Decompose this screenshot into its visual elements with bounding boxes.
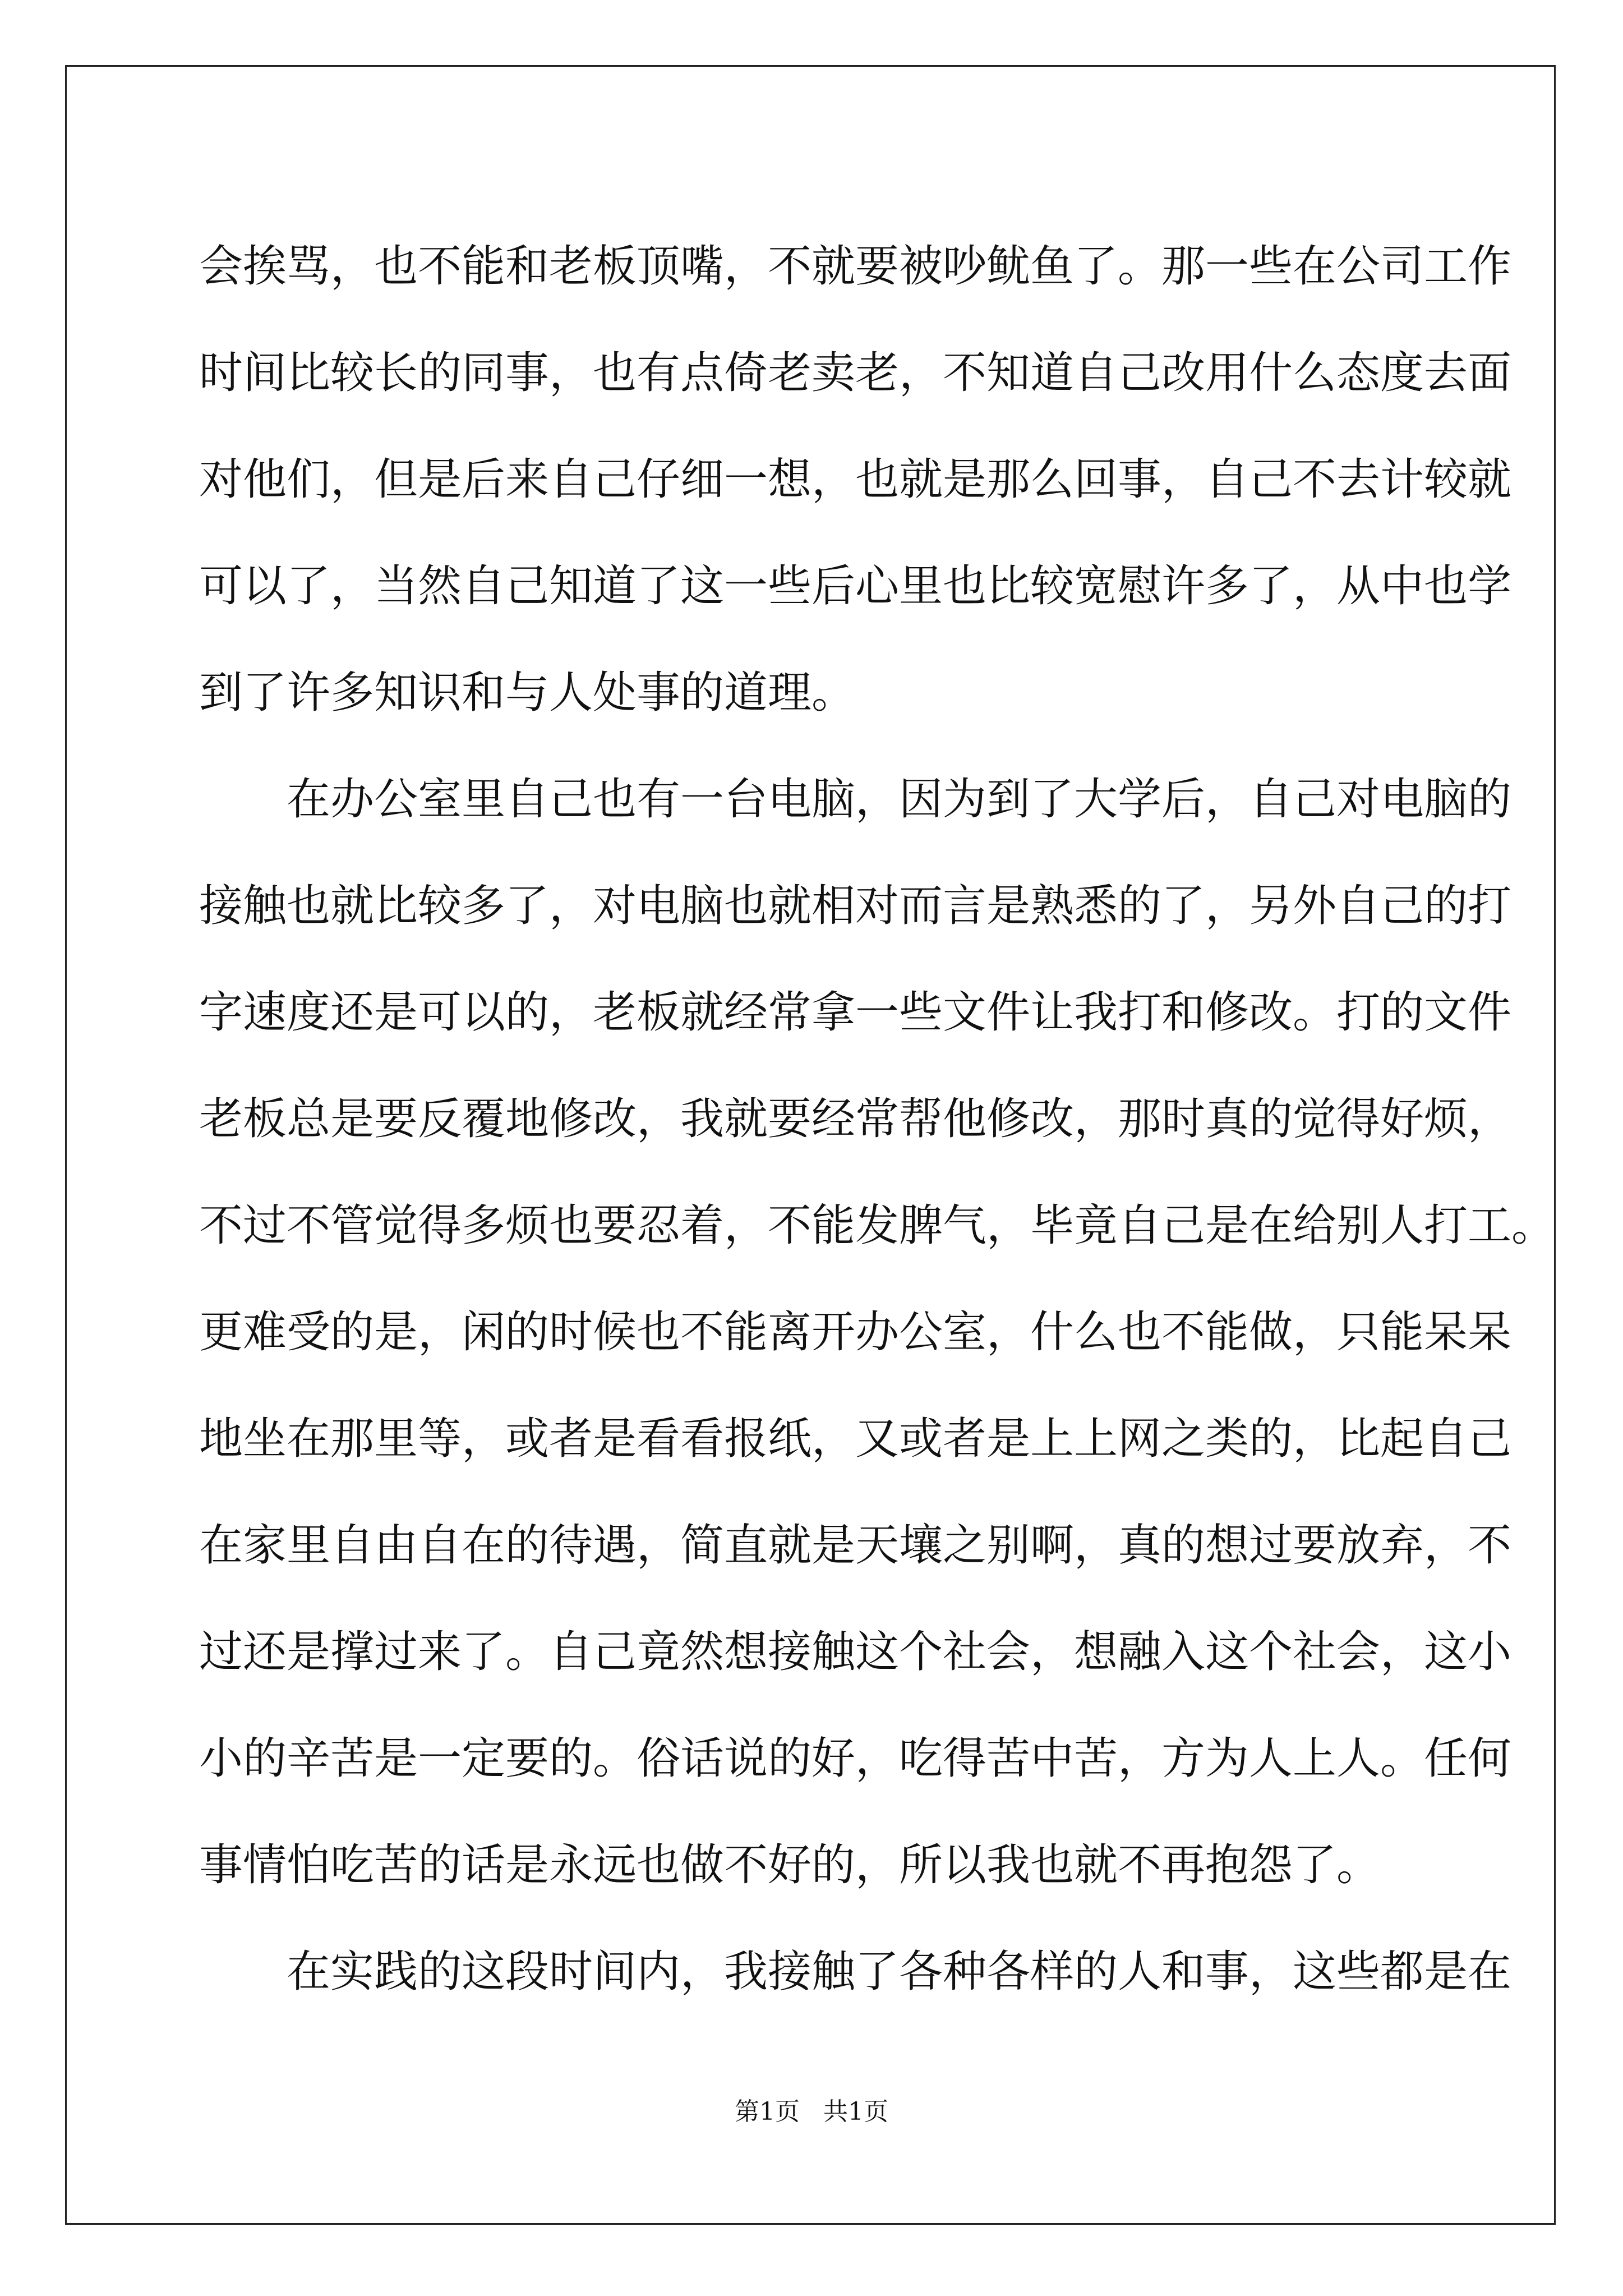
text-line: 不过不管觉得多烦也要忍着，不能发脾气，毕竟自己是在给别人打工。 bbox=[199, 1200, 1556, 1251]
document-body bbox=[199, 213, 1556, 2025]
text-line: 在办公室里自己也有一台电脑，因为到了大学后，自己对电脑的 bbox=[199, 774, 1512, 825]
text-line: 可以了，当然自己知道了这一些后心里也比较宽慰许多了，从中也学 bbox=[199, 561, 1512, 611]
text-line: 时间比较长的同事，也有点倚老卖老，不知道自己改用什么态度去面 bbox=[199, 348, 1512, 398]
text-line: 接触也就比较多了，对电脑也就相对而言是熟悉的了，另外自己的打 bbox=[199, 881, 1512, 931]
text-line: 小的辛苦是一定要的。俗话说的好，吃得苦中苦，方为人上人。任何 bbox=[199, 1733, 1512, 1784]
text-line: 地坐在那里等，或者是看看报纸，又或者是上上网之类的，比起自己 bbox=[199, 1414, 1512, 1464]
text-line: 会挨骂，也不能和老板顶嘴，不就要被吵鱿鱼了。那一些在公司工作 bbox=[199, 241, 1512, 292]
text-line: 更难受的是，闲的时候也不能离开办公室，什么也不能做，只能呆呆 bbox=[199, 1307, 1512, 1358]
text-line: 字速度还是可以的，老板就经常拿一些文件让我打和修改。打的文件 bbox=[199, 987, 1512, 1038]
text-line: 对他们，但是后来自己仔细一想，也就是那么回事，自己不去计较就 bbox=[199, 454, 1512, 505]
text-line: 到了许多知识和与人处事的道理。 bbox=[199, 668, 856, 718]
text-line: 过还是撑过来了。自己竟然想接触这个社会，想融入这个社会，这小 bbox=[199, 1627, 1512, 1677]
text-line: 事情怕吃苦的话是永远也做不好的，所以我也就不再抱怨了。 bbox=[199, 1840, 1381, 1890]
text-line: 在家里自由自在的待遇，简直就是天壤之别啊，真的想过要放弃，不 bbox=[199, 1520, 1512, 1571]
page-number-footer: 第1页 共1页 bbox=[735, 2097, 888, 2126]
text-line: 在实践的这段时间内，我接触了各种各样的人和事，这些都是在 bbox=[199, 1947, 1512, 1997]
text-line: 老板总是要反覆地修改，我就要经常帮他修改，那时真的觉得好烦， bbox=[199, 1094, 1512, 1144]
